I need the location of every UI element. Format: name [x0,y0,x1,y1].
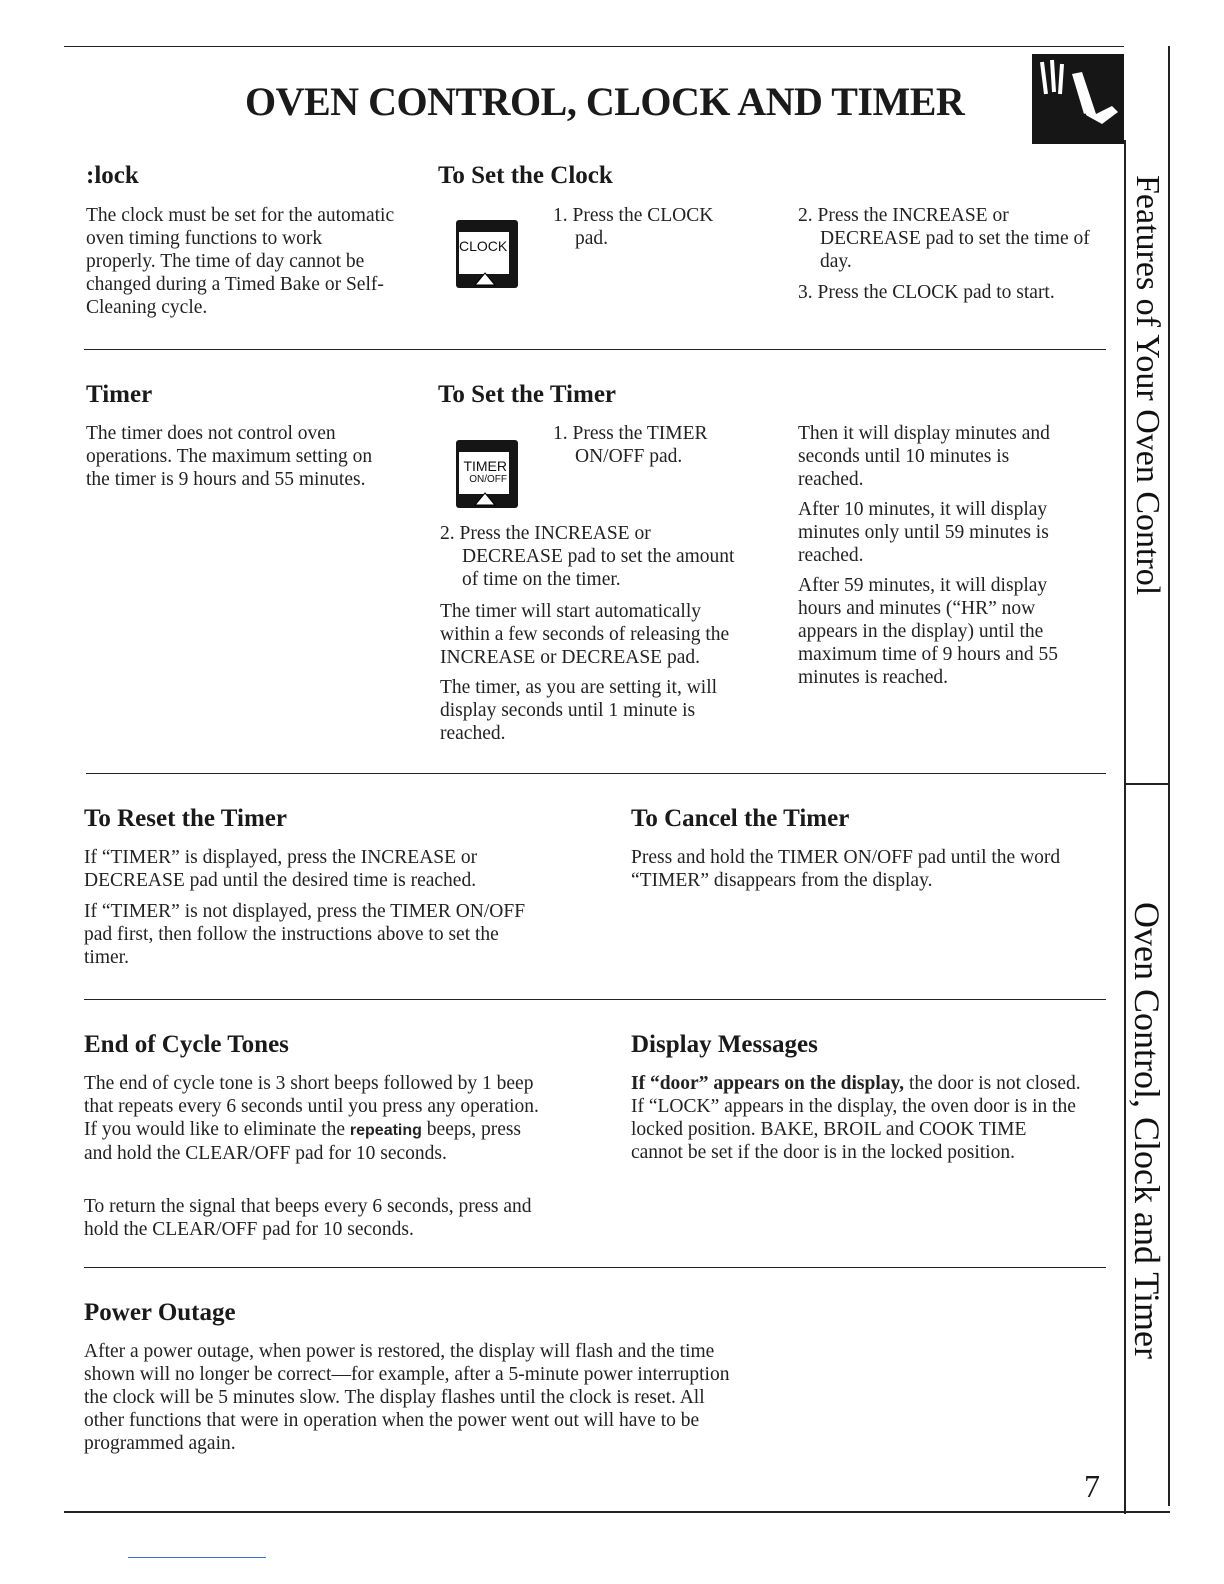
side-tab-divider [1124,783,1168,785]
top-rule [64,46,1124,47]
reset-timer-heading: To Reset the Timer [84,805,287,832]
end-tones-para-2: To return the signal that beeps every 6 seconds, press and hold the CLEAR/OFF pad for 10 seconds. [84,1196,532,1240]
hand-pressing-pad-icon [1032,54,1124,144]
end-tones-para-1 [84,1072,554,1165]
set-timer-step2-list [440,522,740,599]
end-tones-para-1-c: beeps, press and hold the CLEAR/OFF pad for 10 seconds. [84,1119,522,1164]
side-tab-oven-control: Oven Control, Clock and Timer [1127,902,1167,1359]
side-tab-features: Features of Your Oven Control [1129,175,1166,596]
set-timer-step-1: 1. Press the TIMER ON/OFF pad. [553,423,708,467]
timer-onoff-pad-icon [456,440,518,508]
bottom-blue-mark [128,1557,266,1558]
set-timer-para-2: The timer, as you are setting it, will display seconds until 1 minute is reached. [440,677,718,744]
page-title: OVEN CONTROL, CLOCK AND TIMER [245,79,965,124]
set-timer-step-2: 2. Press the INCREASE or DECREASE pad to set the amount of time on the timer. [440,523,735,590]
clock-heading: :lock [86,162,139,189]
set-timer-para-3: Then it will display minutes and seconds until 10 minutes is reached. [798,423,1050,490]
set-clock-steps-col2 [798,204,1098,312]
set-clock-steps-col1 [553,204,733,258]
display-messages-para-1-rest: the door is not closed. If “LOCK” appears in the display, the oven door is in the locked position. BAKE, BROIL and COOK TIME cannot be set if the door is in the locked position. [631,1073,1081,1163]
set-timer-para-5: After 59 minutes, it will display hours and minutes (“HR” now appears in the display) until the maximum time of 9 hours and 55 minutes is reached. [798,575,1058,688]
display-messages-door-bold: If “door” appears on the display, [631,1073,905,1094]
divider-3 [84,999,1106,1000]
timer-pad-sublabel: ON/OFF [469,474,507,485]
set-timer-heading: To Set the Timer [438,381,617,408]
reset-timer-para-2: If “TIMER” is not displayed, press the TIMER ON/OFF pad first, then follow the instructions above to set the timer. [84,901,526,968]
end-tones-heading: End of Cycle Tones [84,1031,289,1058]
timer-pad-label: TIMER [463,458,507,474]
divider-1 [84,349,1106,350]
clock-body: The clock must be set for the automatic oven timing functions to work properly. The time of day cannot be changed during a Timed Bake or Self-Cleaning cycle. [86,205,395,318]
set-clock-step-2: 2. Press the INCREASE or DECREASE pad to set the time of day. [798,205,1090,272]
set-clock-step-3: 3. Press the CLOCK pad to start. [798,282,1055,303]
clock-pad-label: CLOCK [459,238,508,254]
set-timer-para-4: After 10 minutes, it will display minutes only until 59 minutes is reached. [798,499,1049,566]
set-timer-para-1: The timer will start automatically within a few seconds of releasing the INCREASE or DECREASE pad. [440,601,730,668]
timer-heading: Timer [86,381,153,408]
set-timer-step1-list [553,422,743,476]
divider-2 [86,773,1106,774]
bottom-rule [64,1511,1170,1513]
cancel-timer-para-1: Press and hold the TIMER ON/OFF pad until the word “TIMER” disappears from the display. [631,847,1061,891]
reset-timer-para-1: If “TIMER” is displayed, press the INCREASE or DECREASE pad until the desired time is reached. [84,847,478,891]
set-clock-heading: To Set the Clock [438,162,613,189]
clock-pad-icon [456,220,518,288]
right-border-outer [1168,46,1170,1506]
display-messages-para-1 [631,1072,1081,1164]
timer-body: The timer does not control oven operations. The maximum setting on the timer is 9 hours and 55 minutes. [86,423,373,490]
power-outage-para-1: After a power outage, when power is restored, the display will flash and the time shown will no longer be correct—for example, after a 5-minute power interruption the clock will be 5 minutes slow. The display flashes until the clock is reset. All other functions that were in operation when the power went out will have to be programmed again. [84,1341,730,1454]
display-messages-heading: Display Messages [631,1031,818,1058]
end-tones-repeating: repeating [349,1122,422,1139]
end-tones-para-1-a: The end of cycle tone is 3 short beeps followed by 1 beep that repeats every 6 seconds until you press any operation. If you would like to eliminate the [84,1073,539,1140]
page-number: 7 [1084,1468,1100,1504]
divider-4 [84,1267,1106,1268]
cancel-timer-heading: To Cancel the Timer [631,805,850,832]
set-clock-step-1: 1. Press the CLOCK pad. [553,205,714,249]
power-outage-heading: Power Outage [84,1299,236,1326]
